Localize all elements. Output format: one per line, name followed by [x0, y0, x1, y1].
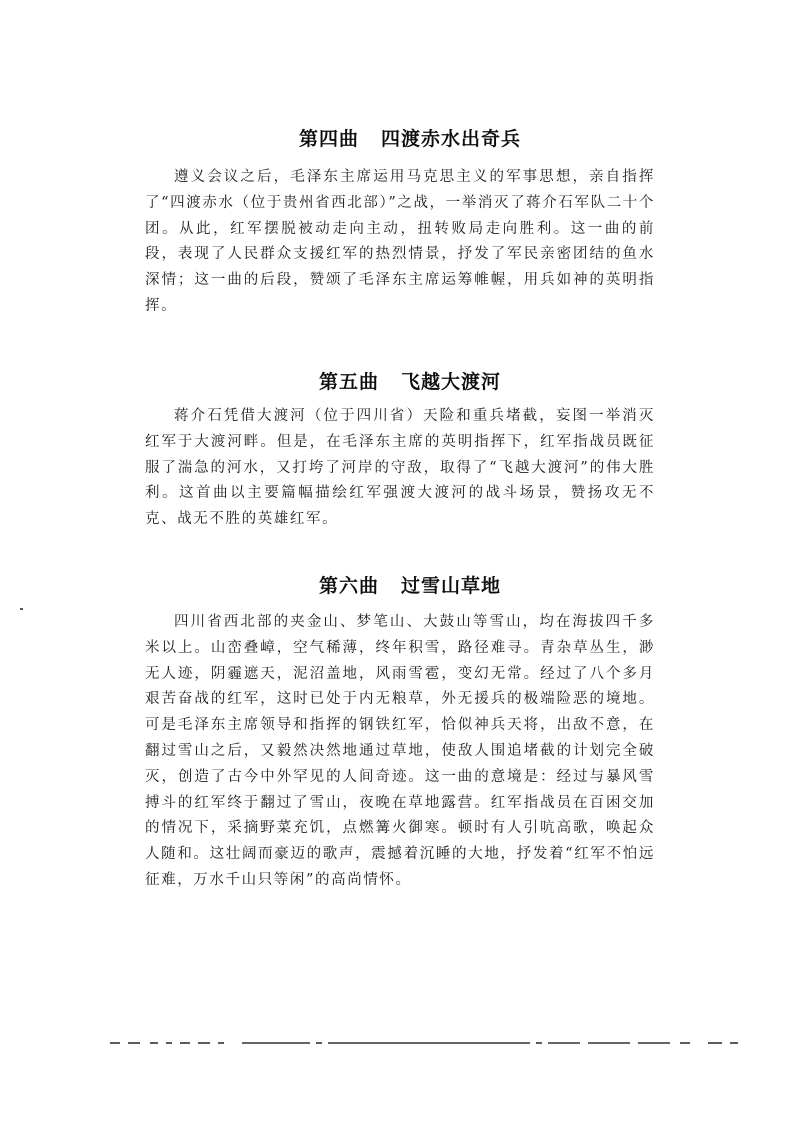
footer-rule	[110, 1040, 740, 1046]
section-name: 过雪山草地	[401, 575, 502, 597]
section-body-5: 蒋介石凭借大渡河（位于四川省）天险和重兵堵截，妄图一举消灭红军于大渡河畔。但是，在毛泽东主席的英明指挥下，红军指战员既征服了湍急的河水，又打垮了河岸的守敌，取得了“飞越大渡河”的伟大胜利。这首曲以主要篇幅描绘红军强渡大渡河的战斗场景，赞扬攻无不克、战无不胜的英雄红军。	[145, 408, 655, 528]
section-heading-4	[140, 124, 680, 151]
section-number: 第五曲	[318, 371, 379, 393]
section-name: 飞越大渡河	[401, 371, 502, 393]
section-body-4: 遵义会议之后，毛泽东主席运用马克思主义的军事思想，亲自指挥了“四渡赤水（位于贵州省西北部）”之战，一举消灭了蒋介石军队二十个团。从此，红军摆脱被动走向主动，扭转败局走向胜利。这一曲的前段，表现了人民群众支援红军的热烈情景，抒发了军民亲密团结的鱼水深情；这一曲的后段，赞颂了毛泽东主席运筹帷幄，用兵如神的英明指挥。	[145, 169, 655, 314]
section-heading-6	[140, 571, 680, 598]
scan-speck	[20, 608, 23, 610]
section-heading-5	[140, 367, 680, 394]
section-number: 第六曲	[318, 575, 379, 597]
section-name: 四渡赤水出奇兵	[381, 128, 522, 150]
section-body-6: 四川省西北部的夹金山、梦笔山、大鼓山等雪山，均在海拔四千多米以上。山峦叠嶂，空气稀薄，终年积雪，路径难寻。青杂草丛生，渺无人迹，阴霾遮天，泥沼盖地，风雨雪雹，变幻无常。经过了八个多月艰苦奋战的红军，这时已处于内无粮草，外无援兵的极端险恶的境地。可是毛泽东主席领导和指挥的钢铁红军，恰似神兵天将，出敌不意，在翻过雪山之后，又毅然决然地通过草地，使敌人围追堵截的计划完全破灭，创造了古今中外罕见的人间奇迹。这一曲的意境是：经过与暴风雪搏斗的红军终于翻过了雪山，夜晚在草地露营。红军指战员在百困交加的情况下，采摘野菜充饥，点燃篝火御寒。顿时有人引吭高歌，唤起众人随和。这壮阔而豪迈的歌声，震撼着沉睡的大地，抒发着“红军不怕远征难，万水千山只等闲”的高尚情怀。	[145, 614, 655, 888]
section-number: 第四曲	[298, 128, 359, 150]
